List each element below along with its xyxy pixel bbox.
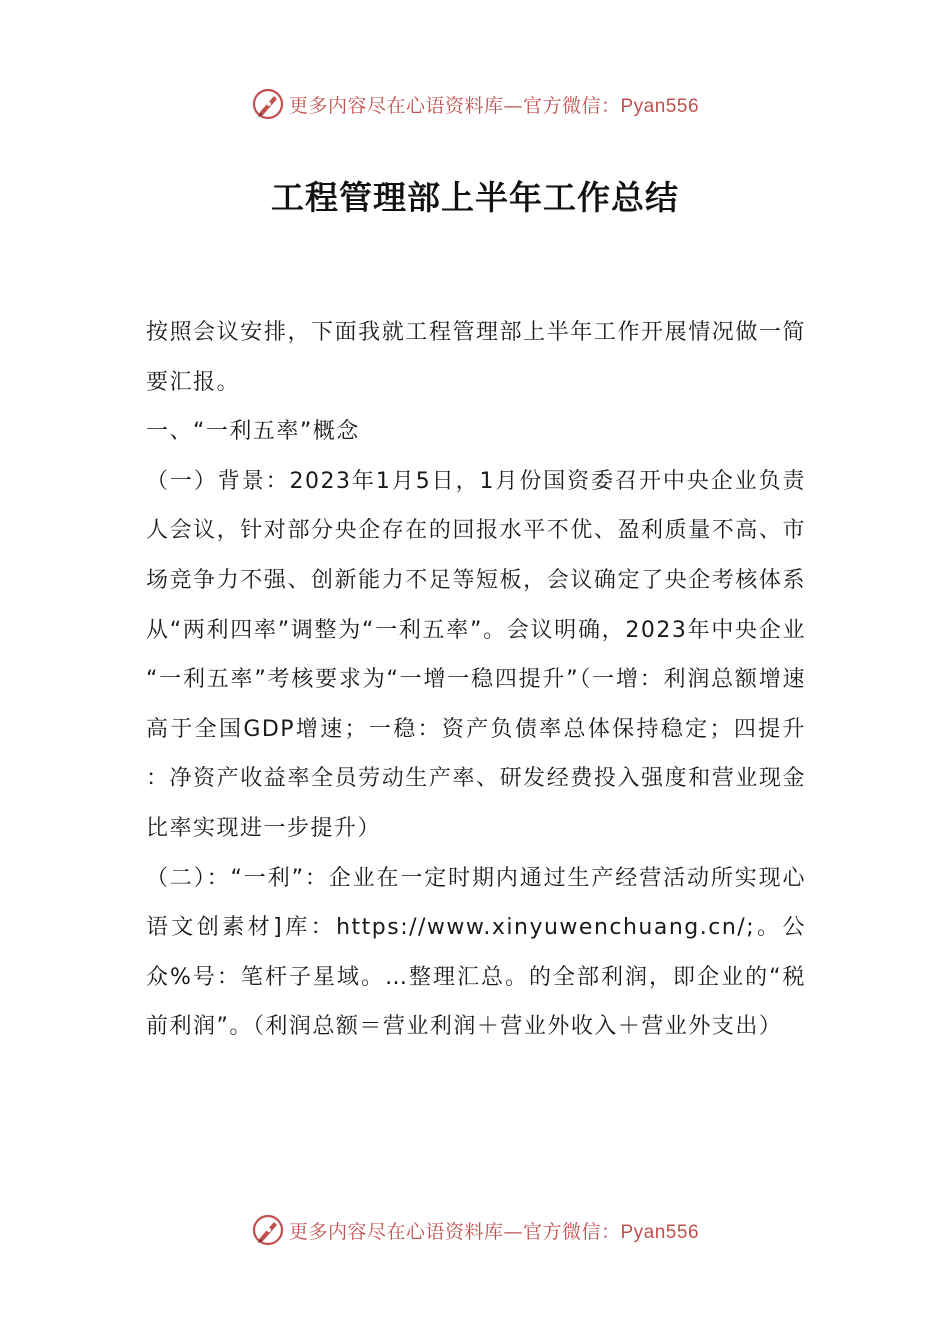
document-body (146, 308, 806, 1052)
paragraph-intro: 按照会议安排，下面我就工程管理部上半年工作开展情况做一简要汇报。 (146, 320, 806, 395)
paragraph-definition: （二）：“一利”：企业在一定时期内通过生产经营活动所实现心语文创素材]库：https://www.xinyuwenchuang.cn/;。公众%号：笔杆子星域。…整理汇总。的全部利润，即企业的“税前利润”。（利润总额＝营业利润＋营业外收入＋营业外支出） (146, 865, 806, 1040)
footer-banner (0, 1210, 950, 1250)
page-title: 工程管理部上半年工作总结 (271, 178, 679, 217)
banner-text: 更多内容尽在心语资料库—官方微信：Pyan556 (288, 1220, 700, 1243)
section-heading: 一、“一利五率”概念 (146, 419, 360, 445)
pen-logo-icon (251, 1213, 285, 1247)
banner-text: 更多内容尽在心语资料库—官方微信：Pyan556 (288, 94, 700, 117)
pen-logo-icon (251, 87, 285, 121)
paragraph-background: （一）背景：2023年1月5日，1月份国资委召开中央企业负责人会议，针对部分央企存在的回报水平不优、盈利质量不高、市场竞争力不强、创新能力不足等短板，会议确定了央企考核体系从“两利四率”调整为“一利五率”。会议明确，2023年中央企业“一利五率”考核要求为“一增一稳四提升”（一增：利润总额增速高于全国GDP增速；一稳：资产负债率总体保持稳定；四提升：净资产收益率全员劳动生产率、研发经费投入强度和营业现金比率实现进一步提升） (146, 468, 806, 841)
header-banner (0, 84, 950, 124)
